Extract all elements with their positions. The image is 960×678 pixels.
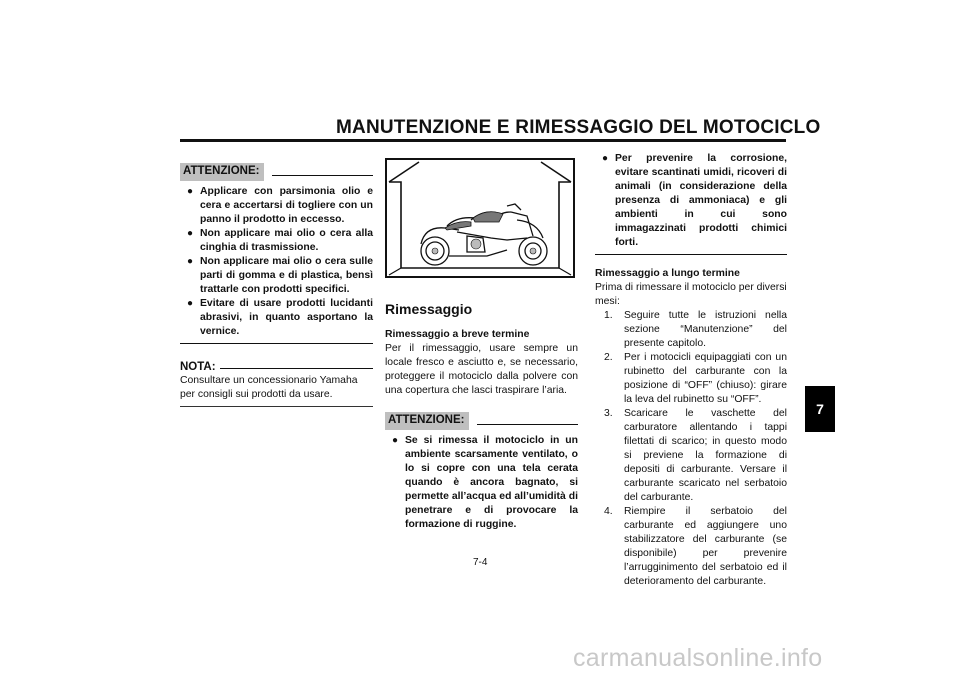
section-title: Rimessaggio (385, 301, 473, 317)
bullet-icon: ● (187, 256, 194, 267)
attention-item: ● Se si rimessa il motociclo in un ambiente scarsamente ventilato, o lo si copre con una tela cerata quando è ancora bagnato, si permette all’acqua ed all’umidità di penetrare e di provocare la formazione di ruggine. (392, 435, 578, 530)
page-header-title: MANUTENZIONE E RIMESSAGGIO DEL MOTOCICLO (336, 117, 821, 138)
step-item: 4. Riempire il serbatoio del carburante ed aggiungere uno stabilizzatore del carburante (se disponibile) per prevenire l’arrugginimento del serbatoio ed il deterioramento del carburante. (604, 506, 787, 587)
chapter-tab: 7 (805, 386, 835, 432)
bullet-icon: ● (187, 298, 194, 309)
attention-rule-2 (477, 424, 578, 425)
column-right (595, 152, 787, 589)
bullet-icon: ● (602, 153, 609, 164)
attention-badge-2: ATTENZIONE: (385, 412, 469, 430)
note-header (180, 360, 373, 374)
long-term-steps (595, 309, 787, 589)
attention-badge: ATTENZIONE: (180, 163, 264, 181)
attention-header (180, 163, 373, 181)
header-rule (180, 139, 786, 142)
attention-rule (272, 175, 373, 176)
attention-list-2 (385, 434, 578, 532)
step-item: 3. Scaricare le vaschette del carburatore allentando i tappi filettati di scarico; in questo modo si previene la formazione di depositi di carburante. Versare il carburante scaricato nel serbatoio del carburante. (604, 408, 787, 503)
attention-list-3 (595, 152, 787, 250)
step-item: 2. Per i motocicli equipaggiati con un rubinetto del carburante con la posizione di “OFF” (chiuso): girare la leva del rubinetto su “OFF”. (604, 352, 787, 405)
short-term-text: Per il rimessaggio, usare sempre un locale fresco e asciutto e, se necessario, proteggere il motociclo dalla polvere con una copertura che lasci traspirare l’aria. (385, 343, 578, 396)
attention-end-rule-3 (595, 254, 787, 255)
attention-list (180, 185, 373, 339)
attention-item: ● Non applicare mai olio o cera sulle parti di gomma e di plastica, bensì trattarle con prodotti specifici. (187, 256, 373, 295)
attention-end-rule (180, 343, 373, 344)
attention-header-2 (385, 412, 578, 430)
attention-item: ● Applicare con parsimonia olio e cera e accertarsi di togliere con un panno il prodotto in eccesso. (187, 186, 373, 225)
page-number: 7-4 (473, 557, 488, 568)
motorcycle-in-garage-icon (385, 158, 575, 278)
note-label: NOTA: (180, 360, 220, 374)
attention-item: ● Per prevenire la corrosione, evitare scantinati umidi, ricoveri di animali (in considerazione della presenza di ammoniaca) e gli ambienti in cui sono immagazzinati prodotti chimici forti. (602, 153, 787, 248)
bullet-icon: ● (392, 435, 399, 446)
motorcycle-illustration (387, 160, 573, 276)
column-left (180, 163, 373, 407)
step-item: 1. Seguire tutte le istruzioni nella sezione “Manutenzione” del presente capitolo. (604, 310, 787, 349)
attention-item: ● Evitare di usare prodotti lucidanti abrasivi, in quanto asportano la vernice. (187, 298, 373, 337)
watermark-text: carmanualsonline.info (573, 644, 823, 672)
short-term-title: Rimessaggio a breve termine (385, 329, 530, 340)
bullet-icon: ● (187, 186, 194, 197)
column-middle (385, 158, 578, 532)
bullet-icon: ● (187, 228, 194, 239)
attention-item: ● Non applicare mai olio o cera alla cinghia di trasmissione. (187, 228, 373, 253)
note-text: Consultare un concessionario Yamaha per consigli sui prodotti da usare. (180, 375, 358, 400)
note-end-rule (180, 406, 373, 407)
long-term-intro: Prima di rimessare il motociclo per diversi mesi: (595, 282, 787, 307)
long-term-title: Rimessaggio a lungo termine (595, 268, 740, 279)
